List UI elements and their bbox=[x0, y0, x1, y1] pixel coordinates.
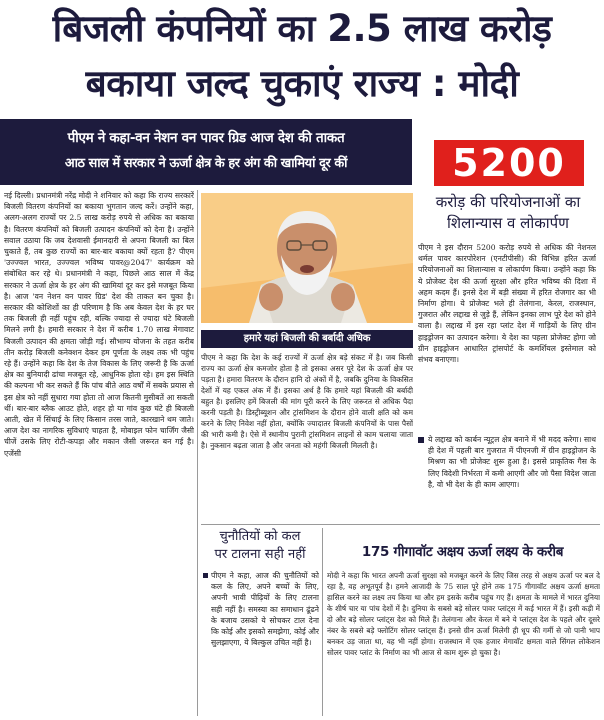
challenges-text: पीएम ने कहा, आज की चुनौतियों को कल के लिए, अपने बच्चों के लिए, अपनी भावी पीढ़ियों के लिए टालना सही नहीं है। समस्या का समाधान ढूंढने के बजाय उसको ये सोचकर टाल देना कि कोई और इसको समझेगा, कोई और सुलझाएगा, ये बिल्कुल उचित नहीं है। bbox=[211, 571, 319, 648]
challenges-heading bbox=[201, 528, 319, 564]
lower-section-divider bbox=[201, 524, 600, 525]
challenges-heading-line-2: पर टालना सही नहीं bbox=[214, 547, 306, 562]
headline-line-2: बकाया जल्द चुकाएं राज्य : मोदी bbox=[85, 62, 519, 105]
side-story-heading bbox=[415, 192, 601, 234]
side-story-body: पीएम ने इस दौरान 5200 करोड़ रुपये से अधिक की नेशनल थर्मल पावर कारपोरेशन (एनटीपीसी) की विभिन्न हरित ऊर्जा परियोजनाओं का शिलान्यास व लोकार्पण किया। उन्होंने कहा कि ये प्रोजेक्ट देश की ऊर्जा सुरक्षा और हरित भविष्य की दिशा में अहम कदम हैं। इनसे देश में बड़ी संख्या में हरित रोजगार का भी निर्माण होगा। ये प्रोजेक्ट भले ही तेलंगाना, केरल, राजस्थान, गुजरात और लद्दाख से जुड़े हैं, लेकिन इनका लाभ पूरे देश को होने वाला है। लद्दाख में इस रहा प्लांट देश में गाड़ियों के लिए ग्रीन हाइड्रोजन का उत्पादन करेगा। ये देश का पहला प्रोजेक्ट होगा जो ग्रीन हाइड्रोजन आधारित ट्रांसपोर्ट के कमर्शियल इस्तेमाल को संभव बनाएगा। bbox=[418, 243, 596, 365]
column-divider bbox=[197, 190, 198, 716]
side-heading-line-1: करोड़ की परियोजनाओं का bbox=[435, 193, 581, 211]
headline-line-1: बिजली कंपनियों का 2.5 लाख करोड़ bbox=[52, 7, 552, 50]
bullet-square-icon bbox=[418, 437, 424, 443]
main-story-body: नई दिल्ली। प्रधानमंत्री नरेंद्र मोदी ने शनिवार को कहा कि राज्य सरकारें बिजली वितरण कंपनियों का बकाया भुगतान जल्द करें। उन्होंने कहा, अलग-अलग राज्यों पर 2.5 लाख करोड़ रुपये से अधिक का बकाया है। वितरण कंपनियों को बिजली उत्पादन कंपनियों को देना है। उन्होंने सवाल उठाया कि जब देशवासी ईमानदारी से अपना बिजली का बिल चुकाते हैं, तब कुछ राज्यों का बार-बार बकाया क्यों रहता है? पीएम 'उज्ज्वल भारत, उज्ज्वल भविष्य पावर@2047' कार्यक्रम को संबोधित कर रहे थे। प्रधानमंत्री ने कहा, पिछले आठ साल में केंद्र सरकार ने ऊर्जा क्षेत्र के हर अंग की खामियां दूर कर इसे मजबूत किया है। आज 'वन नेशन वन पावर ग्रिड' देश की ताकत बन चुका है। सरकार की कोशिशों का ही परिणाम है कि अब केवल देश के हर घर तक बिजली ही नहीं पहुंच रही, बल्कि ज्यादा से ज्यादा घंटे बिजली मिलने लगी है। हमारी सरकार ने देश में करीब 1.70 लाख मेगावाट बिजली उत्पादन की क्षमता जोड़ी गई। सौभाग्य योजना के तहत करीब तीन करोड़ बिजली कनेक्शन देकर हम पूर्णता के लक्ष्य तक भी पहुंच रहे हैं। उन्होंने कहा कि देश के तेज विकास के लिए जरूरी है कि ऊर्जा क्षेत्र का बुनियादी ढांचा मजबूत रहे, आधुनिक होता रहे। हम इस स्थिति की कल्पना भी कर सकते हैं कि पांच बीते आठ वर्षों में सबके प्रयास से इस क्षेत्र को नहीं सुधारा गया होता तो आज कितनी मुसीबतें आ सकती थीं। बार-बार ब्लैक आउट होते, शहर हो या गांव कुछ घंटे ही बिजली आती, खेत में सिंचाई के लिए किसान तरस जाते, कारखाने थम जाते। आज देश का नागरिक सुविधाएं चाहता है, मोबाइल फोन चार्जिंग जैसी चीजें उसके लिए रोटी-कपड़ा और मकान जैसी जरूरत बन गई है। एजेंसी bbox=[4, 191, 194, 458]
figure-badge: 5200 bbox=[434, 140, 584, 186]
subheadline-line-1: पीएम ने कहा-वन नेशन वन पावर ग्रिड आज देश की ताकत bbox=[67, 130, 345, 146]
side-story-bullet bbox=[418, 434, 596, 526]
subheadline-bar bbox=[0, 119, 412, 185]
renewable-body: मोदी ने कहा कि भारत अपनी ऊर्जा सुरक्षा को मजबूत करने के लिए जिस तरह से अक्षय ऊर्जा पर बल दे रहा है, वह अभूतपूर्व है। हमने आजादी के 75 साल पूरे होने तक 175 गीगावॉट अक्षय ऊर्जा क्षमता हासिल करने का लक्ष्य तय किया था और हम इसके करीब पहुंच गए हैं। क्षमता के मामले में भारत दुनिया के शीर्ष चार या पांच देशों में है। दुनिया के सबसे बड़े सोलर पावर प्लांट्स में कई भारत में हैं। इसी कड़ी में दो और बड़े सोलर प्लांट्स देश को मिले हैं। तेलंगाना और केरल में बने ये प्लांट्स देश के पहले और दूसरे नंबर के सबसे बड़े फ्लोटिंग सोलर प्लांट्स हैं। इनसे ग्रीन ऊर्जा मिलेगी ही धूप की गर्मी से जो पानी भाप बनकर उड़ जाता था, वह भी नहीं होगा। राजस्थान में एक हजार मेगावॉट क्षमता वाले सिंगल लोकेशन सोलर पावर प्लांट के निर्माण का भी आज से काम शुरू हो चुका है। bbox=[327, 571, 600, 657]
lower-column-divider bbox=[322, 528, 323, 716]
side-heading-line-2: शिलान्यास व लोकार्पण bbox=[447, 214, 569, 232]
challenges-body bbox=[203, 570, 319, 716]
bullet-square-icon bbox=[203, 573, 208, 578]
side-bullet-text: ये लद्दाख को कार्बन न्यूट्रल क्षेत्र बनाने में भी मदद करेगा। साथ ही देश में पहली बार गुजरात में पीएनजी में ग्रीन हाइड्रोजन के मिश्रण का भी प्रोजेक्ट शुरू हुआ है। इससे प्राकृतिक गैस के लिए विदेशी निर्भरता में कमी आएगी और जो पैसा विदेश जाता है, वो भी देश के ही काम आएगा। bbox=[428, 435, 596, 489]
renewable-heading: 175 गीगावॉट अक्षय ऊर्जा लक्ष्य के करीब bbox=[361, 544, 564, 560]
box-story-body: पीएम ने कहा कि देश के कई राज्यों में ऊर्जा क्षेत्र बड़े संकट में है। जब किसी राज्य का ऊर्जा क्षेत्र कमजोर होता है तो इसका असर पूरे देश के ऊर्जा क्षेत्र पर पड़ता है। हमारा वितरण के दौरान हानि दो अंकों में है, जबकि दुनिया के विकसित देशों में यह एकल अंक में हैं। इसका अर्थ है कि हमारे यहां बिजली की बर्बादी बहुत है। इसलिए हमें बिजली की मांग पूरी करने के लिए जरूरत से अधिक पैदा करनी पड़ती है। डिस्ट्रीब्यूशन और ट्रांसमिशन के दौरान होने वाली क्षति को कम करने के लिए निवेश नहीं होता, क्योंकि ज्यादातर बिजली कंपनियों के पास पैसों की भारी कमी है। ऐसे में स्थानीय पुरानी ट्रांसमिशन लाइनों से काम चलाया जाता है। नुकसान बढ़ता जाता है और जनता को महंगी बिजली मिलती है। bbox=[201, 353, 413, 450]
subheadline-line-2: आठ साल में सरकार ने ऊर्जा क्षेत्र के हर अंग की खामियां दूर कीं bbox=[64, 156, 348, 171]
challenges-heading-line-1: चुनौतियों को कल bbox=[219, 529, 301, 544]
box-story-heading: हमारे यहां बिजली की बर्बादी अधिक bbox=[201, 330, 413, 348]
modi-photo bbox=[201, 193, 413, 323]
portrait-illustration bbox=[201, 193, 413, 323]
